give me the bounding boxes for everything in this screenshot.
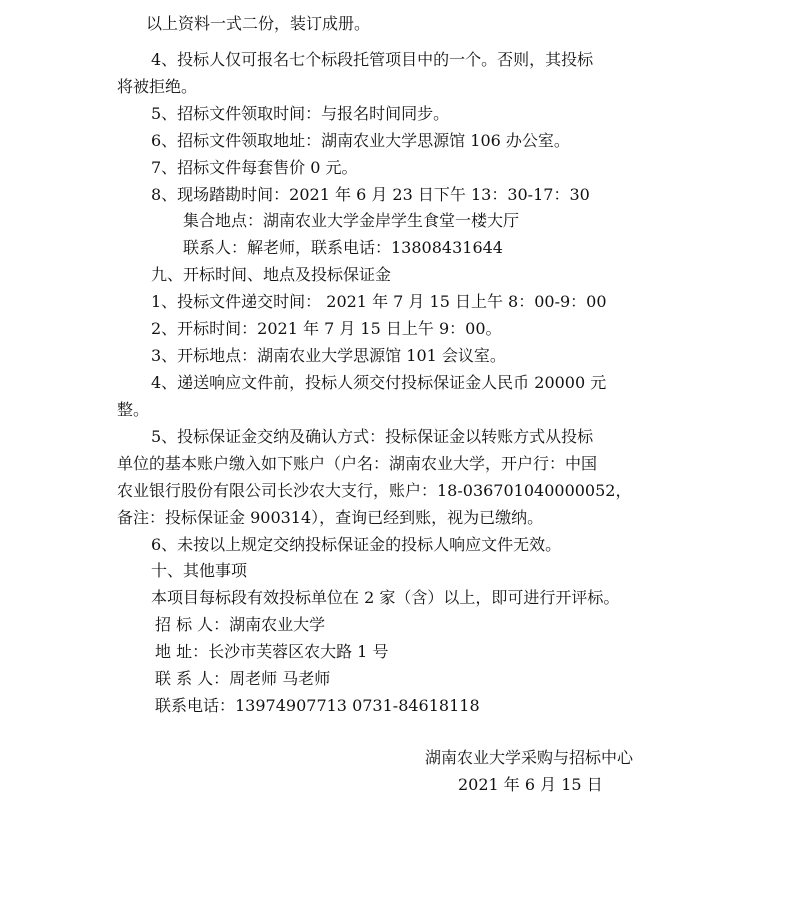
body-line-18: 农业银行股份有限公司长沙农大支行，账户：18-036701040000052， — [117, 481, 632, 500]
body-line-5: 6、招标文件领取地址：湖南农业大学思源馆 106 办公室。 — [151, 131, 570, 150]
body-line-16: 5、投标保证金交纳及确认方式：投标保证金以转账方式从投标 — [151, 427, 594, 446]
signature-org: 湖南农业大学采购与招标中心 — [425, 748, 634, 767]
body-line-3: 将被拒绝。 — [117, 77, 198, 96]
contact-tenderer: 招 标 人：湖南农业大学 — [155, 615, 326, 634]
contact-person: 联 系 人：周老师 马老师 — [155, 669, 331, 688]
body-line-6: 7、招标文件每套售价 0 元。 — [151, 158, 358, 177]
body-line-4: 5、招标文件领取时间：与报名时间同步。 — [151, 104, 450, 123]
body-line-20: 6、未按以上规定交纳投标保证金的投标人响应文件无效。 — [151, 535, 562, 554]
body-line-15: 整。 — [117, 400, 150, 419]
contact-phone: 联系电话：13974907713 0731-84618118 — [155, 696, 480, 715]
body-line-19: 备注：投标保证金 900314），查询已经到账，视为已缴纳。 — [117, 508, 544, 527]
section-heading-9: 九、开标时间、地点及投标保证金 — [151, 265, 392, 284]
body-line-11: 1、投标文件递交时间： 2021 年 7 月 15 日上午 8：00-9：00 — [151, 292, 607, 311]
body-line-7: 8、现场踏勘时间：2021 年 6 月 23 日下午 13：30-17：30 — [151, 185, 590, 204]
body-line-9: 联系人：解老师，联系电话：13808431644 — [183, 238, 503, 257]
section-heading-10: 十、其他事项 — [151, 561, 248, 580]
signature-date: 2021 年 6 月 15 日 — [458, 775, 603, 794]
body-line-13: 3、开标地点：湖南农业大学思源馆 101 会议室。 — [151, 346, 506, 365]
body-line-12: 2、开标时间：2021 年 7 月 15 日上午 9：00。 — [151, 319, 502, 338]
body-line-8: 集合地点：湖南农业大学金岸学生食堂一楼大厅 — [183, 211, 520, 230]
body-line-2: 4、投标人仅可报名七个标段托管项目中的一个。否则，其投标 — [151, 50, 594, 69]
body-line-22: 本项目每标段有效投标单位在 2 家（含）以上，即可进行开评标。 — [151, 588, 620, 607]
body-line-17: 单位的基本账户缴入如下账户（户名：湖南农业大学，开户行：中国 — [117, 454, 598, 473]
body-line-14: 4、递送响应文件前，投标人须交付投标保证金人民币 20000 元 — [151, 373, 607, 392]
body-line-1: 以上资料一式二份，装订成册。 — [146, 14, 371, 33]
contact-address: 地 址：长沙市芙蓉区农大路 1 号 — [155, 642, 389, 661]
